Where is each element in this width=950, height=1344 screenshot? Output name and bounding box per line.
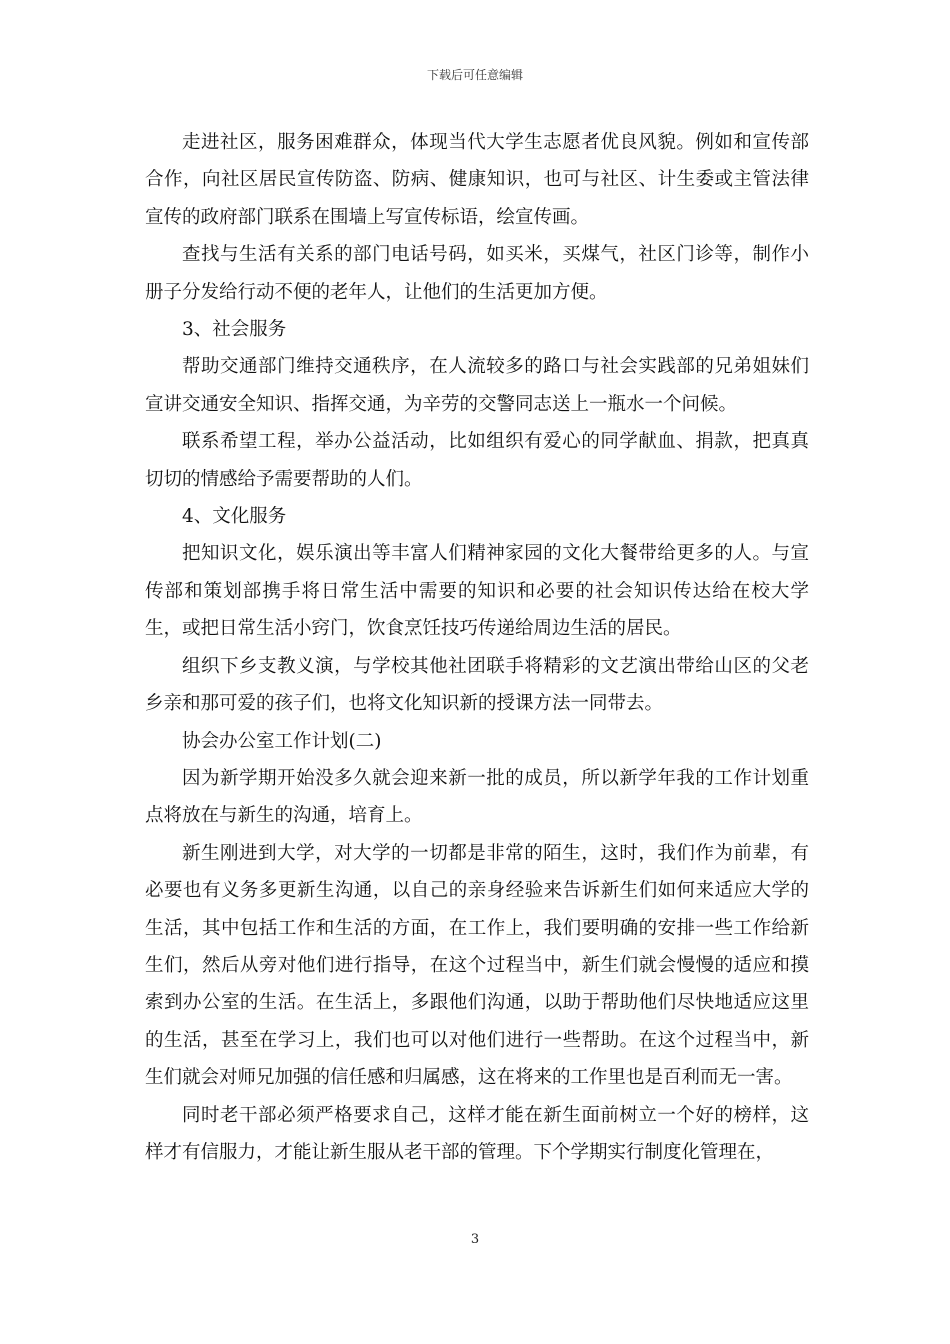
- section-heading: 协会办公室工作计划(二): [182, 730, 382, 752]
- paragraph: 组织下乡支教义演，与学校其他社团联手将精彩的文艺演出带给山区的父老乡亲和那可爱的孩子们，也将文化知识新的授课方法一同带去。: [145, 655, 809, 715]
- page-number: 3: [470, 1232, 480, 1247]
- paragraph: 查找与生活有关系的部门电话号码，如买米，买煤气，社区门诊等，制作小册子分发给行动不便的老年人，让他们的生活更加方便。: [145, 244, 809, 303]
- header-note: 下载后可任意编辑: [426, 68, 523, 82]
- paragraph: 帮助交通部门维持交通秩序，在人流较多的路口与社会实践部的兄弟姐妹们宣讲交通安全知识、指挥交通，为辛劳的交警同志送上一瓶水一个问候。: [145, 356, 809, 415]
- paragraph: 因为新学期开始没多久就会迎来新一批的成员，所以新学年我的工作计划重点将放在与新生的沟通，培育上。: [145, 767, 809, 827]
- paragraph: 新生刚进到大学，对大学的一切都是非常的陌生，这时，我们作为前辈，有必要也有义务多更新生沟通，以自己的亲身经验来告诉新生们如何来适应大学的生活，其中包括工作和生活的方面，在工作上，我们要明确的安排一些工作给新生们，然后从旁对他们进行指导，在这个过程当中，新生们就会慢慢的适应和摸索到办公室的生活。在生活上，多跟他们沟通，以助于帮助他们尽快地适应这里的生活，甚至在学习上，我们也可以对他们进行一些帮助。在这个过程当中，新生们就会对师兄加强的信任感和归属感，这在将来的工作里也是百利而无一害。: [145, 842, 809, 1089]
- paragraph: 联系希望工程，举办公益活动，比如组织有爱心的同学献血、捐款，把真真切切的情感给予需要帮助的人们。: [145, 431, 809, 490]
- paragraph: 同时老干部必须严格要求自己，这样才能在新生面前树立一个好的榜样，这样才有信服力，才能让新生服从老干部的管理。下个学期实行制度化管理在，: [145, 1104, 809, 1163]
- document-body: [145, 124, 809, 1171]
- paragraph: 走进社区，服务困难群众，体现当代大学生志愿者优良风貌。例如和宣传部合作，向社区居民宣传防盗、防病、健康知识，也可与社区、计生委或主管法律宣传的政府部门联系在围墙上写宣传标语，绘宣传画。: [145, 132, 809, 228]
- section-heading: 3、社会服务: [182, 319, 287, 341]
- section-heading: 4、文化服务: [182, 506, 287, 528]
- paragraph: 把知识文化，娱乐演出等丰富人们精神家园的文化大餐带给更多的人。与宣传部和策划部携手将日常生活中需要的知识和必要的社会知识传达给在校大学生，或把日常生活小窍门，饮食烹饪技巧传递给周边生活的居民。: [145, 543, 809, 640]
